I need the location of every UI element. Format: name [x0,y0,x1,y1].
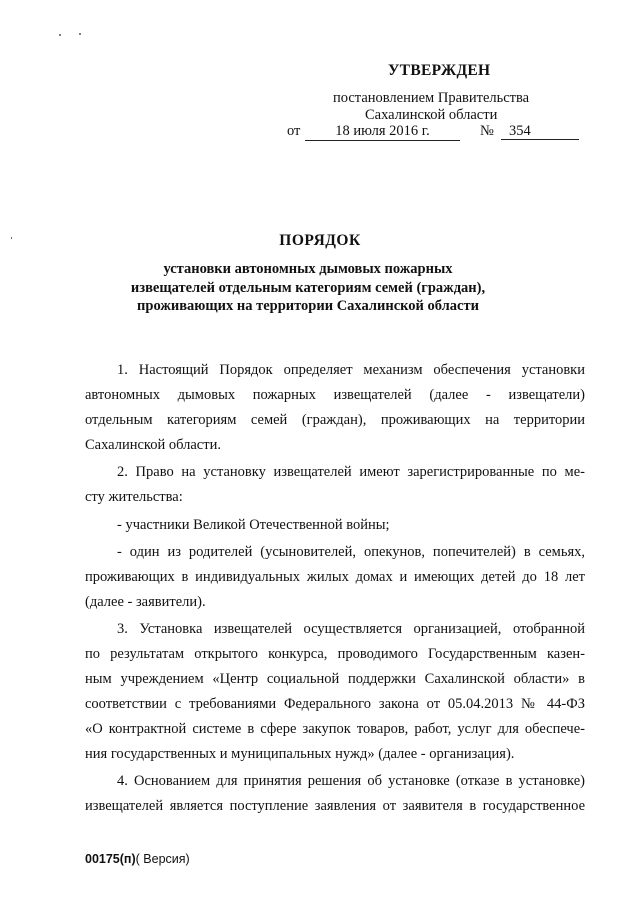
approval-date: 18 июля 2016 г. [305,123,460,141]
document-version: ( Версия) [135,852,190,866]
paragraph-3-line: «О контрактной системе в сфере закупок товаров, работ, услуг для обеспече- [85,721,585,737]
paragraph-3-line: по результатам открытого конкурса, проводимого Государственным казен- [85,646,585,662]
paragraph-1-line: автономных дымовых пожарных извещателей (далее - извещатели) [85,387,585,403]
paragraph-3-line: ным учреждением «Центр социальной поддержки Сахалинской области» в [85,671,585,687]
paragraph-2-line: 2. Право на установку извещателей имеют зарегистрированные по ме- [117,464,585,480]
document-code: 00175(п) [85,852,136,866]
document-subtitle-line: извещателей отдельным категориям семей (граждан), [130,280,486,296]
paragraph-1-line: Сахалинской области. [85,437,221,453]
paragraph-3-line: 3. Установка извещателей осуществляется организацией, отобранной [117,621,585,637]
scan-speck [79,33,81,35]
document-subtitle-line: проживающих на территории Сахалинской области [137,298,479,314]
paragraph-3-line: соответствии с требованиями Федерального закона от 05.04.2013 № 44-ФЗ [85,696,585,712]
paragraph-3-line: ния государственных и муниципальных нужд» (далее - организация). [85,746,515,762]
document-code-footer [85,852,190,866]
paragraph-1-line: отдельным категориям семей (граждан), проживающих на территории [85,412,585,428]
paragraph-1-line: 1. Настоящий Порядок определяет механизм обеспечения установки [117,362,585,378]
list-item: - участники Великой Отечественной войны; [117,517,390,533]
paragraph-2-line: проживающих в индивидуальных жилых домах и имеющих детей до 18 лет [85,569,585,585]
scan-speck [59,34,61,36]
from-label: от [287,123,301,139]
paragraph-2-line: сту жительства: [85,489,183,505]
list-item: - один из родителей (усыновителей, опекунов, попечителей) в семьях, [117,544,585,560]
paragraph-4-line: извещателей является поступление заявления от заявителя в государственное [85,798,585,814]
paragraph-4-line: 4. Основанием для принятия решения об установке (отказе в установке) [117,773,585,789]
number-label: № [480,123,494,139]
approval-line-region: Сахалинской области [365,107,498,123]
approval-line-resolution: постановлением Правительства [333,90,530,106]
approval-number: 354 [501,123,579,140]
document-subtitle-line: установки автономных дымовых пожарных [163,261,453,277]
approval-heading: УТВЕРЖДЕН [388,62,491,79]
document-title: ПОРЯДОК [279,232,361,249]
paragraph-2-line: (далее - заявители). [85,594,206,610]
